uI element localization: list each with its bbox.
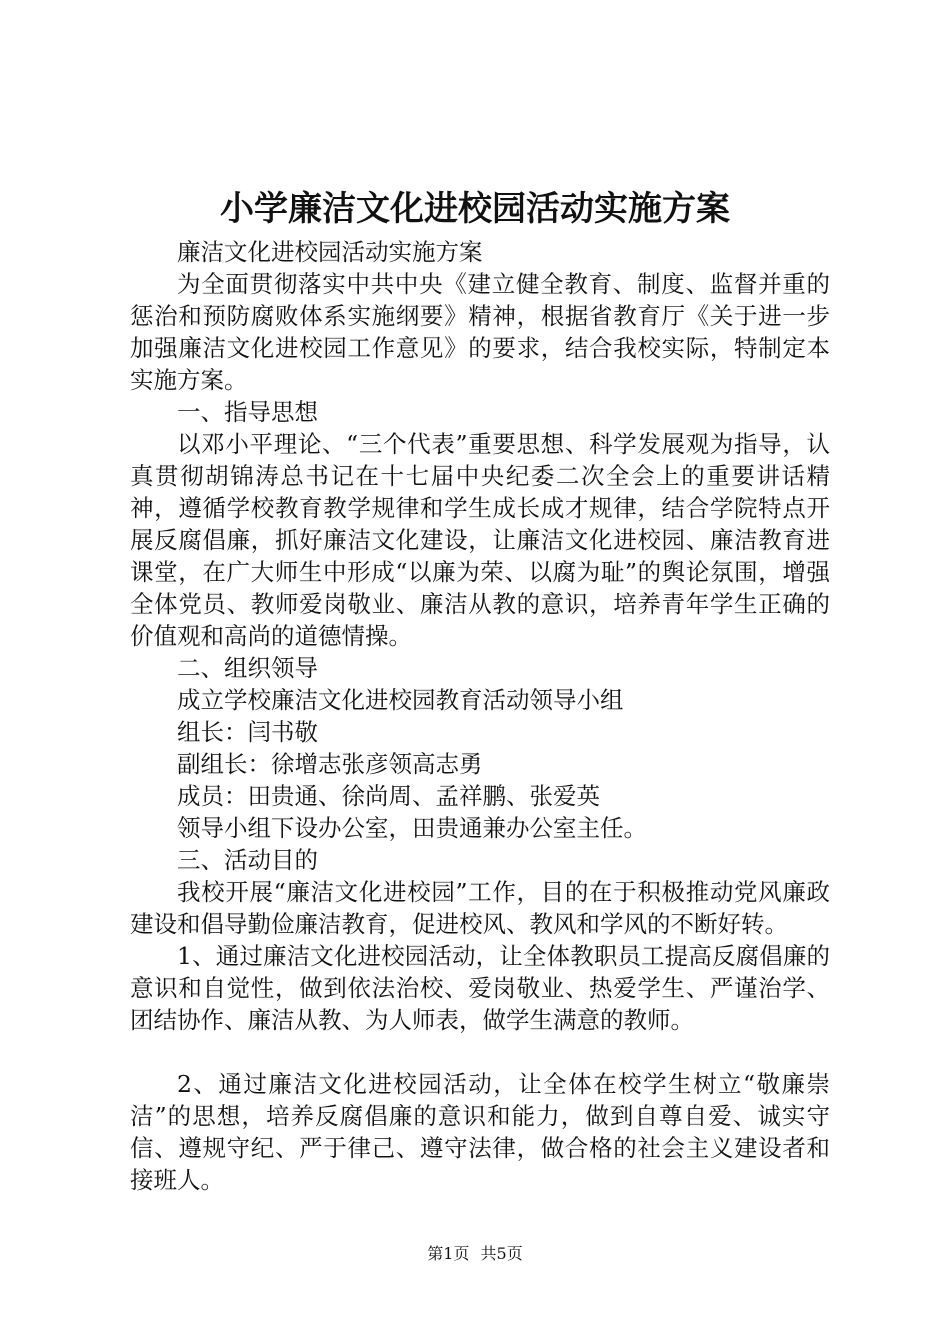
page-footer <box>0 1242 950 1266</box>
paragraph-group-leader: 组长：闫书敬 <box>177 718 318 746</box>
paragraph-subtitle: 廉洁文化进校园活动实施方案 <box>177 238 483 266</box>
paragraph-members: 成员：田贵通、徐尚周、孟祥鹏、张爱英 <box>177 782 600 810</box>
page-total: 共5页 <box>480 1244 523 1263</box>
paragraph-purpose-item-1: 1、通过廉洁文化进校园活动，让全体教职员工提高反腐倡廉的意识和自觉性，做到依法治校、爱岗敬业、热爱学生、严谨治学、团结协作、廉洁从教、为人师表，做学生满意的教师。 <box>130 942 830 1034</box>
paragraph-office: 领导小组下设办公室，田贵通兼办公室主任。 <box>177 814 647 842</box>
section-heading-guiding-thought: 一、指导思想 <box>177 398 318 426</box>
paragraph-intro: 为全面贯彻落实中共中央《建立健全教育、制度、监督并重的惩治和预防腐败体系实施纲要》精神，根据省教育厅《关于进一步加强廉洁文化进校园工作意见》的要求，结合我校实际，特制定本实施方案。 <box>130 270 830 394</box>
document-body <box>130 236 830 1196</box>
paragraph-leading-group: 成立学校廉洁文化进校园教育活动领导小组 <box>177 686 624 714</box>
section-heading-purpose: 三、活动目的 <box>177 846 318 874</box>
section-heading-organization: 二、组织领导 <box>177 654 318 682</box>
paragraph-purpose-item-2: 2、通过廉洁文化进校园活动，让全体在校学生树立“敬廉崇洁”的思想，培养反腐倡廉的意识和能力，做到自尊自爱、诚实守信、遵规守纪、严于律己、遵守法律，做合格的社会主义建设者和接班人。 <box>130 1070 830 1194</box>
document-title: 小学廉洁文化进校园活动实施方案 <box>220 189 730 229</box>
page-number: 第1页 <box>427 1244 470 1263</box>
paragraph-deputy-leaders: 副组长：徐增志张彦领高志勇 <box>177 750 483 778</box>
paragraph-purpose: 我校开展“廉洁文化进校园”工作，目的在于积极推动党风廉政建设和倡导勤俭廉洁教育，促进校风、教风和学风的不断好转。 <box>130 878 830 938</box>
paragraph-guiding-thought: 以邓小平理论、“三个代表”重要思想、科学发展观为指导，认真贯彻胡锦涛总书记在十七届中央纪委二次全会上的重要讲话精神，遵循学校教育教学规律和学生成长成才规律，结合学院特点开展反腐倡廉，抓好廉洁文化建设，让廉洁文化进校园、廉洁教育进课堂，在广大师生中形成“以廉为荣、以腐为耻”的舆论氛围，增强全体党员、教师爱岗敬业、廉洁从教的意识，培养青年学生正确的价值观和高尚的道德情操。 <box>130 430 830 650</box>
